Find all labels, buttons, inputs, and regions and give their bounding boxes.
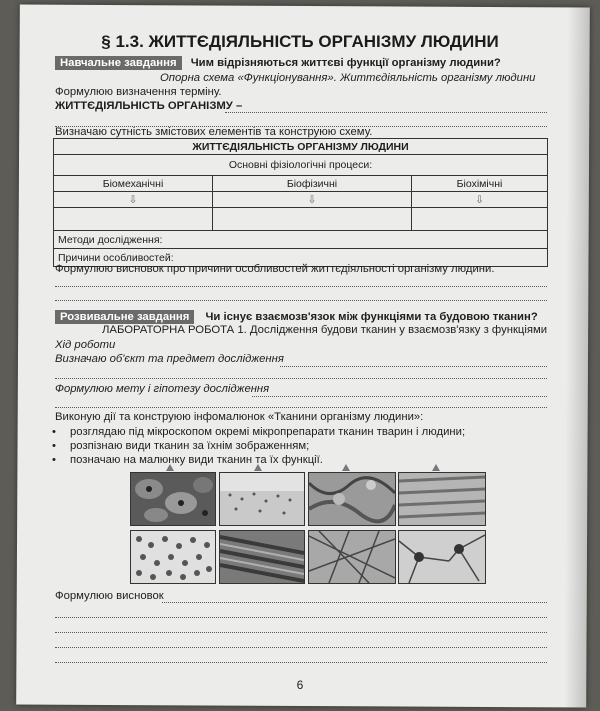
answer-line[interactable] bbox=[55, 286, 547, 287]
conclusion1-instruction: Формулюю висновок про причини особливостей життєдіяльності організму людини. bbox=[55, 263, 495, 275]
task2-question: Чи існує взаємозв'язок між функціями та будовою тканин? bbox=[205, 311, 538, 323]
conclusion2-instruction: Формулюю висновок bbox=[55, 590, 164, 602]
tissue-micrograph-muscle bbox=[398, 472, 486, 526]
scheme-col-biophysical: Біофізичні bbox=[213, 176, 412, 192]
goal-instruction: Формулюю мету і гіпотезу дослідження bbox=[55, 383, 270, 395]
answer-line[interactable] bbox=[280, 366, 547, 367]
scheme-reasons[interactable]: Причини особливостей: bbox=[54, 249, 548, 267]
bullet-list bbox=[52, 426, 465, 468]
answer-line[interactable] bbox=[162, 602, 547, 603]
scheme-col-biomechanical: Біомеханічні bbox=[54, 176, 213, 192]
tissue-micrograph-blood bbox=[130, 530, 216, 584]
term-label: ЖИТТЄДІЯЛЬНІСТЬ ОРГАНІЗМУ – bbox=[55, 100, 243, 112]
page-title: § 1.3. ЖИТТЄДІЯЛЬНІСТЬ ОРГАНІЗМУ ЛЮДИНИ bbox=[101, 32, 499, 51]
down-arrow-icon: ⇩ bbox=[54, 192, 213, 208]
scheme-answer-cell[interactable] bbox=[412, 208, 548, 231]
scheme-col-biochemical: Біохімічні bbox=[412, 176, 548, 192]
scheme-answer-cell[interactable] bbox=[54, 208, 213, 231]
tissue-micrograph-connective bbox=[308, 472, 396, 526]
list-item: • розглядаю під мікроскопом окремі мікропрепарати тканин тварин і людини; bbox=[52, 426, 466, 438]
page-edge-shadow bbox=[564, 7, 590, 707]
answer-line[interactable] bbox=[55, 300, 547, 301]
scheme-header: ЖИТТЄДІЯЛЬНІСТЬ ОРГАНІЗМУ ЛЮДИНИ bbox=[54, 139, 548, 155]
answer-line[interactable] bbox=[225, 112, 547, 113]
tissue-micrograph-loose-connective bbox=[308, 530, 396, 584]
tissue-micrograph-nervous bbox=[398, 530, 486, 584]
list-item: • розпізнаю види тканин за їхнім зображенням; bbox=[52, 440, 310, 452]
scheme-table bbox=[53, 138, 548, 267]
answer-line[interactable] bbox=[252, 396, 547, 397]
task2-chip: Розвивальне завдання bbox=[55, 310, 194, 324]
answer-line[interactable] bbox=[55, 378, 547, 379]
define-instruction: Формулюю визначення терміну. bbox=[55, 86, 222, 98]
scheme-caption: Опорна схема «Функціонування». Життєдіяльність організму людини bbox=[160, 72, 536, 84]
answer-line[interactable] bbox=[55, 647, 547, 648]
answer-line[interactable] bbox=[55, 407, 547, 408]
task1-chip: Навчальне завдання bbox=[55, 56, 182, 70]
answer-line[interactable] bbox=[55, 662, 547, 663]
arrow-up-icon bbox=[254, 464, 262, 471]
scheme-processes: Основні фізіологічні процеси: bbox=[54, 155, 548, 176]
scheme-methods[interactable]: Методи дослідження: bbox=[54, 231, 548, 249]
arrow-up-icon bbox=[342, 464, 350, 471]
tissue-micrograph-smooth-muscle bbox=[219, 530, 305, 584]
construct-instruction: Виконую дії та конструюю інфомалюнок «Тканини організму людини»: bbox=[55, 411, 424, 423]
down-arrow-icon: ⇩ bbox=[412, 192, 548, 208]
down-arrow-icon: ⇩ bbox=[213, 192, 412, 208]
task1-row bbox=[55, 56, 501, 70]
list-item: • позначаю на малюнку види тканин та їх функції. bbox=[52, 454, 323, 466]
arrow-up-icon bbox=[432, 464, 440, 471]
arrow-up-icon bbox=[166, 464, 174, 471]
tissue-micrograph-cartilage bbox=[219, 472, 305, 526]
task1-question: Чим відрізняються життєві функції організму людини? bbox=[190, 57, 501, 69]
tissue-micrograph-squamous bbox=[130, 472, 216, 526]
page-number: 6 bbox=[296, 678, 304, 692]
object-instruction: Визначаю об'єкт та предмет дослідження bbox=[55, 353, 284, 365]
course-label: Хід роботи bbox=[55, 339, 116, 351]
task2-row bbox=[55, 310, 538, 324]
answer-line[interactable] bbox=[55, 632, 547, 633]
scheme-instruction: Визначаю сутність змістових елементів та конструюю схему. bbox=[55, 126, 373, 138]
lab-title: ЛАБОРАТОРНА РОБОТА 1. Дослідження будови тканин у взаємозв'язку з функціями bbox=[102, 324, 548, 336]
scheme-answer-cell[interactable] bbox=[213, 208, 412, 231]
answer-line[interactable] bbox=[55, 617, 547, 618]
